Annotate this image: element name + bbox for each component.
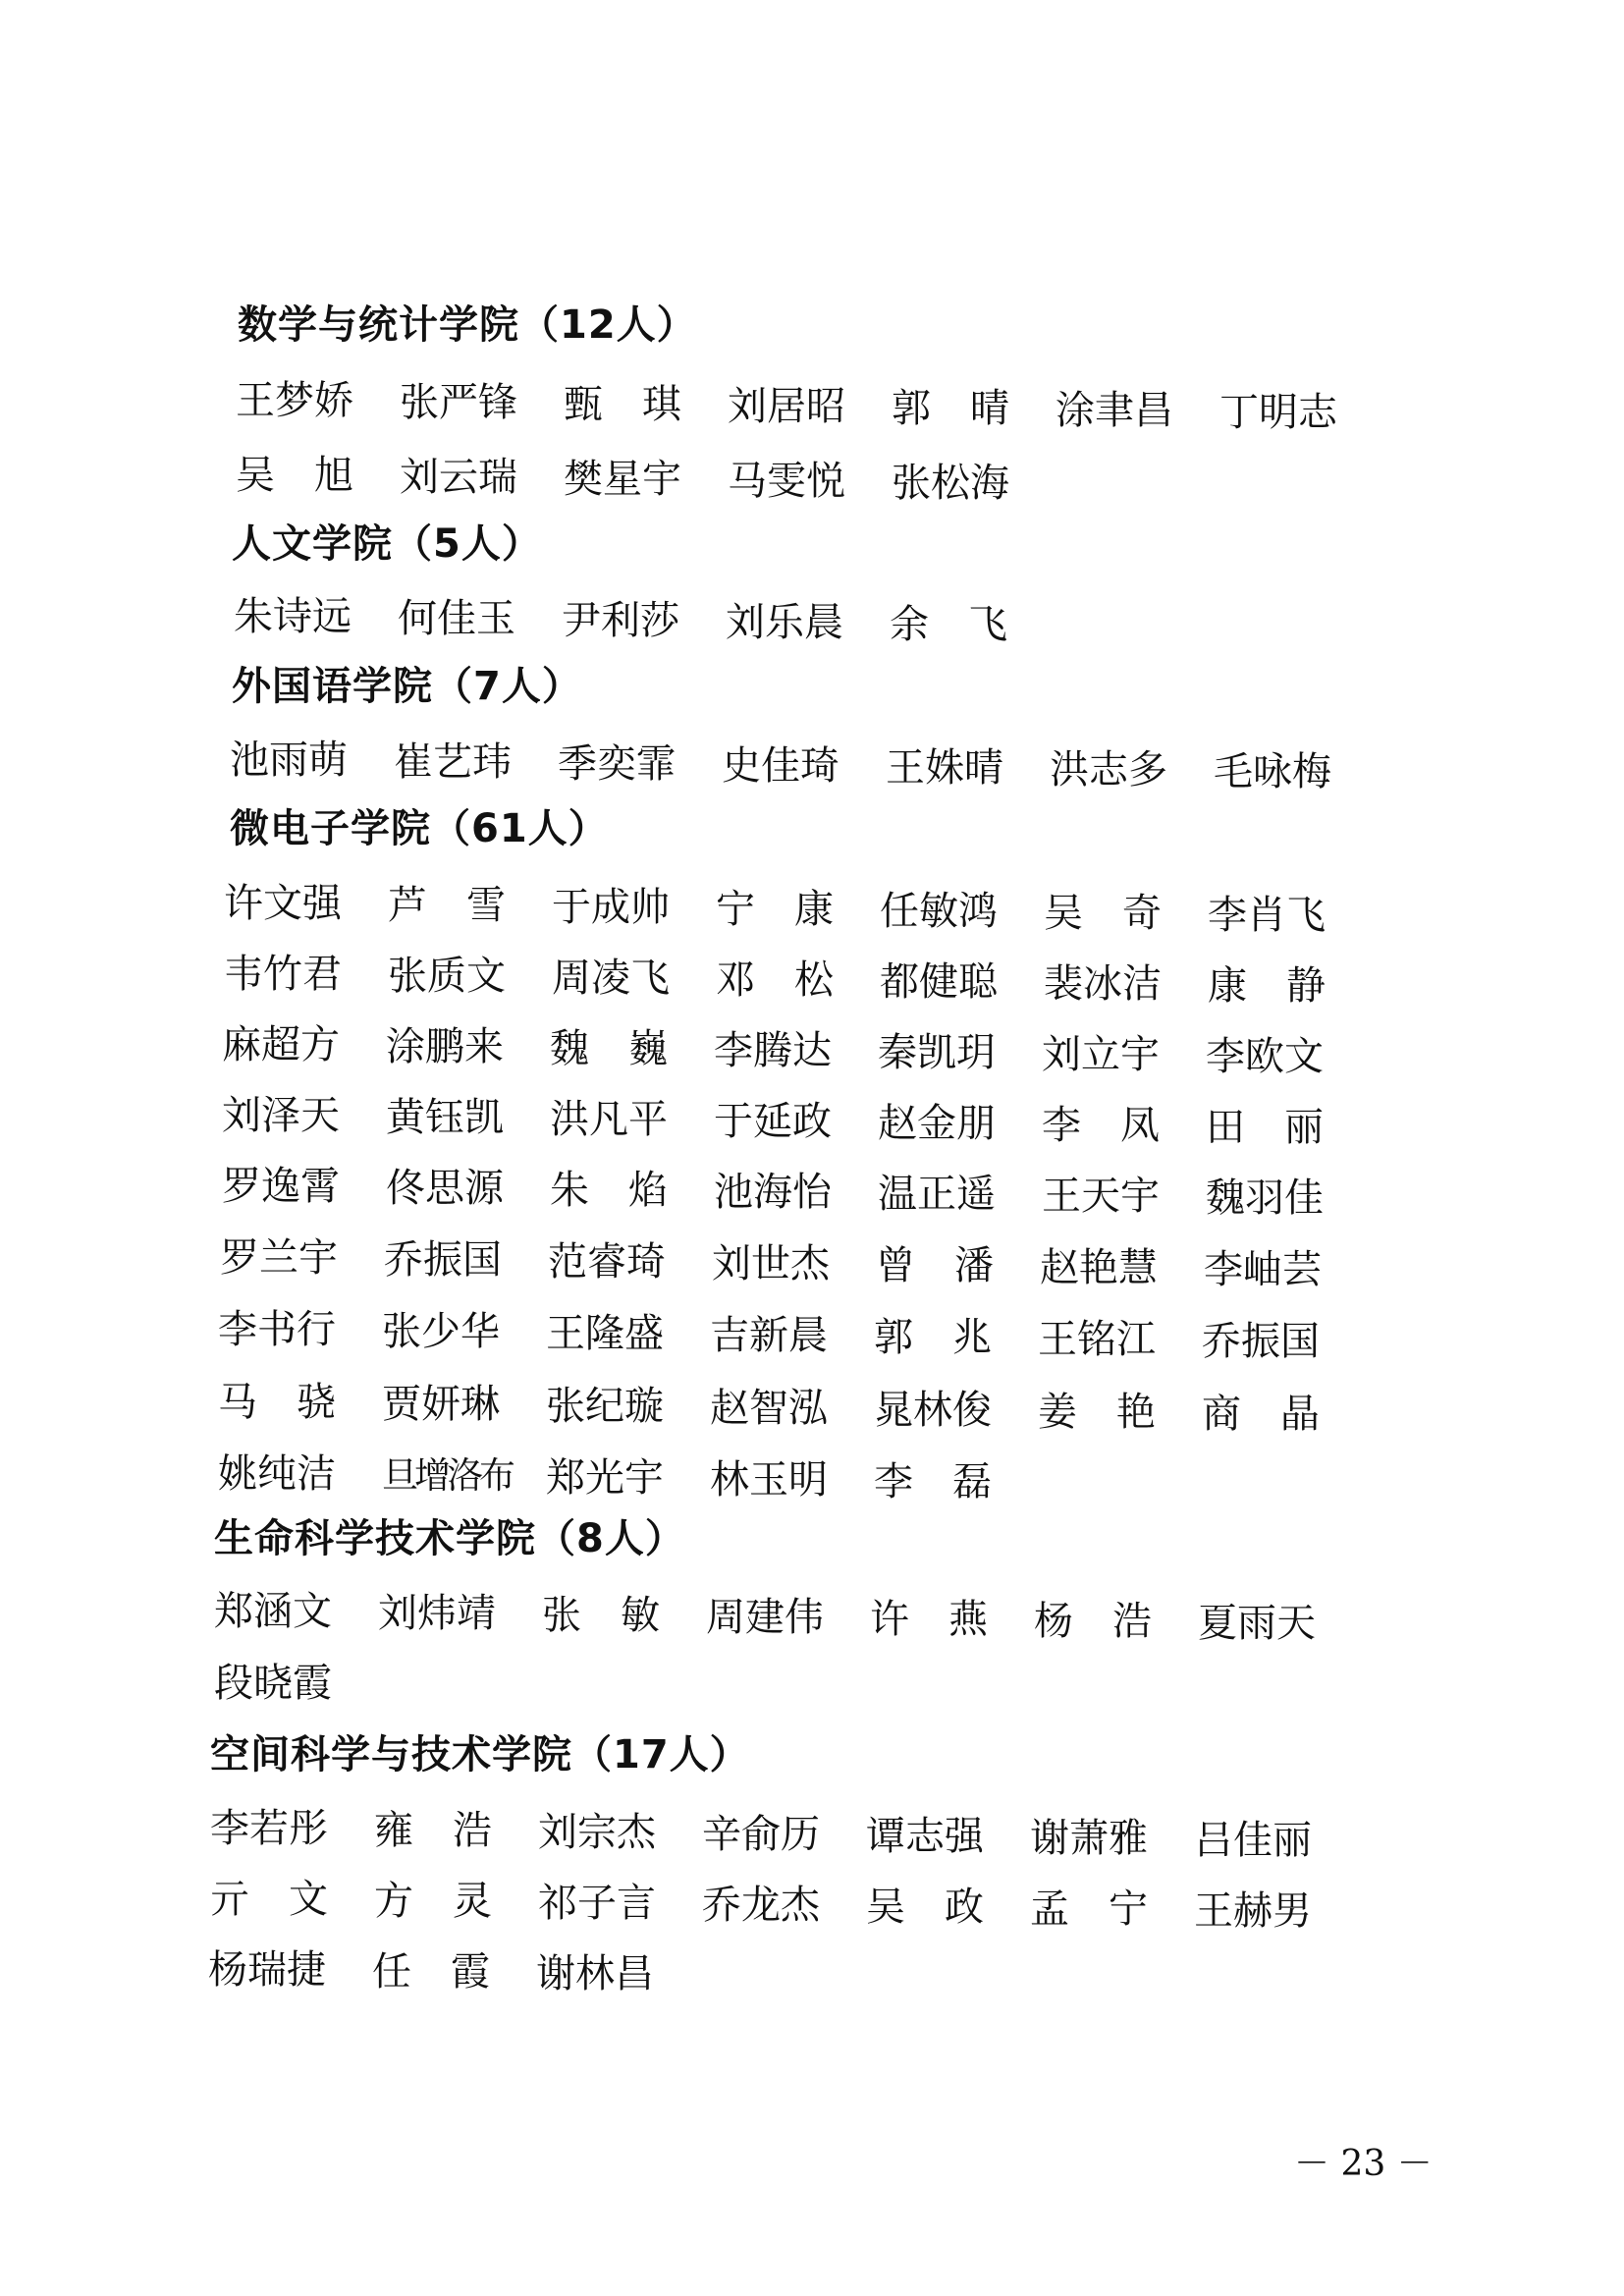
person-name: 吴 旭 (236, 453, 353, 498)
section-heading: 人文学院（5人） (232, 521, 542, 567)
person-name: 夏雨天 (1198, 1601, 1316, 1646)
person-name: 孟 宁 (1030, 1886, 1148, 1932)
person-name: 姜 艳 (1038, 1390, 1156, 1435)
person-name: 刘乐晨 (726, 600, 843, 645)
person-name: 余 飞 (890, 602, 1007, 647)
person-name: 吴 奇 (1044, 891, 1162, 936)
person-name: 谢林昌 (536, 1951, 654, 1996)
person-name: 田 丽 (1206, 1105, 1324, 1150)
person-name: 魏羽佳 (1206, 1175, 1324, 1221)
section-heading: 生命科学技术学院（8人） (214, 1516, 685, 1561)
person-name: 乔龙杰 (702, 1883, 820, 1928)
person-name: 雍 浩 (374, 1808, 492, 1853)
person-name: 毛咏梅 (1214, 749, 1331, 794)
person-name: 王梦娇 (236, 378, 353, 423)
person-name: 林玉明 (710, 1457, 828, 1503)
person-name: 任敏鸿 (880, 889, 998, 934)
person-name: 池雨萌 (230, 738, 348, 783)
person-name: 方 灵 (374, 1879, 492, 1924)
person-name: 吕佳丽 (1194, 1818, 1312, 1863)
person-name: 李 磊 (874, 1459, 992, 1504)
person-name: 吉新晨 (710, 1313, 828, 1358)
person-name: 许 燕 (870, 1597, 988, 1642)
person-name: 赵金朋 (878, 1101, 996, 1146)
person-name: 麻超方 (222, 1022, 340, 1067)
person-name: 张质文 (388, 954, 506, 999)
person-name: 乔振国 (1202, 1319, 1320, 1364)
person-name: 芦 雪 (388, 883, 506, 928)
person-name: 旦增洛布 (382, 1454, 512, 1497)
person-name: 周建伟 (706, 1595, 824, 1640)
person-name: 吴 政 (866, 1885, 984, 1930)
person-name: 晁林俊 (874, 1388, 992, 1433)
section-heading: 数学与统计学院（12人） (238, 302, 697, 348)
person-name: 郭 兆 (874, 1315, 992, 1360)
person-name: 郑涵文 (214, 1589, 332, 1634)
person-name: 韦竹君 (224, 952, 342, 997)
person-name: 赵艳慧 (1040, 1245, 1158, 1290)
person-name: 宁 康 (716, 887, 834, 932)
person-name: 李欧文 (1206, 1034, 1324, 1079)
person-name: 贾妍琳 (382, 1382, 500, 1427)
person-name: 张 敏 (542, 1593, 660, 1638)
person-name: 张纪璇 (546, 1384, 664, 1429)
person-name: 马雯悦 (728, 459, 845, 504)
person-name: 赵智泓 (710, 1386, 828, 1431)
person-name: 刘居昭 (728, 384, 845, 429)
person-name: 刘世杰 (712, 1241, 830, 1286)
person-name: 池海怡 (714, 1170, 832, 1215)
person-name: 李 凤 (1042, 1103, 1160, 1148)
person-name: 刘云瑞 (400, 455, 517, 500)
person-name: 乔振国 (384, 1237, 502, 1283)
person-name: 涂聿昌 (1056, 388, 1173, 433)
person-name: 史佳琦 (722, 743, 839, 789)
person-name: 王铭江 (1038, 1317, 1156, 1362)
person-name: 季奕霏 (558, 741, 676, 787)
person-name: 都健聪 (880, 959, 998, 1005)
person-name: 范睿琦 (548, 1239, 666, 1285)
person-name: 郑光宇 (546, 1455, 664, 1501)
person-name: 郭 晴 (892, 386, 1009, 431)
person-name: 刘泽天 (222, 1093, 340, 1138)
person-name: 杨瑞捷 (208, 1947, 326, 1993)
person-name: 朱诗远 (234, 594, 352, 639)
person-name: 祁子言 (538, 1881, 656, 1926)
person-name: 谢萧雅 (1030, 1816, 1148, 1861)
person-name: 张少华 (382, 1309, 500, 1354)
person-name: 张松海 (892, 461, 1009, 506)
person-name: 秦凯玥 (878, 1030, 996, 1075)
person-name: 马 骁 (218, 1380, 336, 1425)
person-name: 邓 松 (716, 957, 834, 1003)
person-name: 甄 琪 (564, 382, 681, 427)
person-name: 姚纯洁 (218, 1451, 336, 1497)
person-name: 刘宗杰 (538, 1810, 656, 1855)
person-name: 朱 焰 (550, 1168, 668, 1213)
person-name: 丁明志 (1219, 390, 1337, 435)
person-name: 罗兰宇 (220, 1235, 338, 1281)
person-name: 佟思源 (386, 1166, 504, 1211)
person-name: 许文强 (224, 881, 342, 926)
person-name: 刘炜靖 (378, 1591, 496, 1636)
person-name: 曾 潘 (876, 1243, 994, 1288)
person-name: 李腾达 (714, 1028, 832, 1073)
person-name: 樊星宇 (564, 457, 681, 502)
person-name: 杨 浩 (1034, 1599, 1152, 1644)
page-number: － 23 － (1294, 2144, 1433, 2184)
person-name: 谭志强 (866, 1814, 984, 1859)
person-name: 何佳玉 (398, 596, 515, 641)
person-name: 尹利莎 (562, 598, 679, 643)
person-name: 黄钰凯 (386, 1095, 504, 1140)
person-name: 裴冰洁 (1044, 961, 1162, 1007)
person-name: 洪志多 (1050, 747, 1167, 793)
person-name: 王赫男 (1194, 1888, 1312, 1934)
person-name: 洪凡平 (550, 1097, 668, 1142)
person-name: 于成帅 (552, 885, 670, 930)
person-name: 李肖飞 (1208, 893, 1326, 938)
person-name: 亓 文 (210, 1877, 328, 1922)
person-name: 崔艺玮 (394, 739, 512, 785)
person-name: 王天宇 (1042, 1174, 1160, 1219)
person-name: 康 静 (1208, 963, 1326, 1009)
person-name: 任 霞 (372, 1949, 490, 1995)
person-name: 李岫芸 (1204, 1247, 1322, 1292)
person-name: 罗逸霄 (222, 1164, 340, 1209)
section-heading: 空间科学与技术学院（17人） (210, 1732, 750, 1777)
section-heading: 外国语学院（7人） (232, 664, 582, 709)
person-name: 刘立宇 (1042, 1032, 1160, 1077)
person-name: 李若彤 (210, 1806, 328, 1851)
person-name: 李书行 (218, 1307, 336, 1352)
person-name: 魏 巍 (550, 1026, 668, 1071)
person-name: 辛俞历 (702, 1812, 820, 1857)
person-name: 段晓霞 (214, 1661, 332, 1706)
person-name: 周凌飞 (552, 956, 670, 1001)
person-name: 王隆盛 (546, 1311, 664, 1356)
section-heading: 微电子学院（61人） (230, 806, 609, 851)
person-name: 王姝晴 (886, 745, 1003, 791)
person-name: 涂鹏来 (386, 1024, 504, 1069)
person-name: 于延政 (714, 1099, 832, 1144)
person-name: 商 晶 (1202, 1392, 1320, 1437)
person-name: 张严锋 (400, 380, 517, 425)
person-name: 温正遥 (878, 1172, 996, 1217)
